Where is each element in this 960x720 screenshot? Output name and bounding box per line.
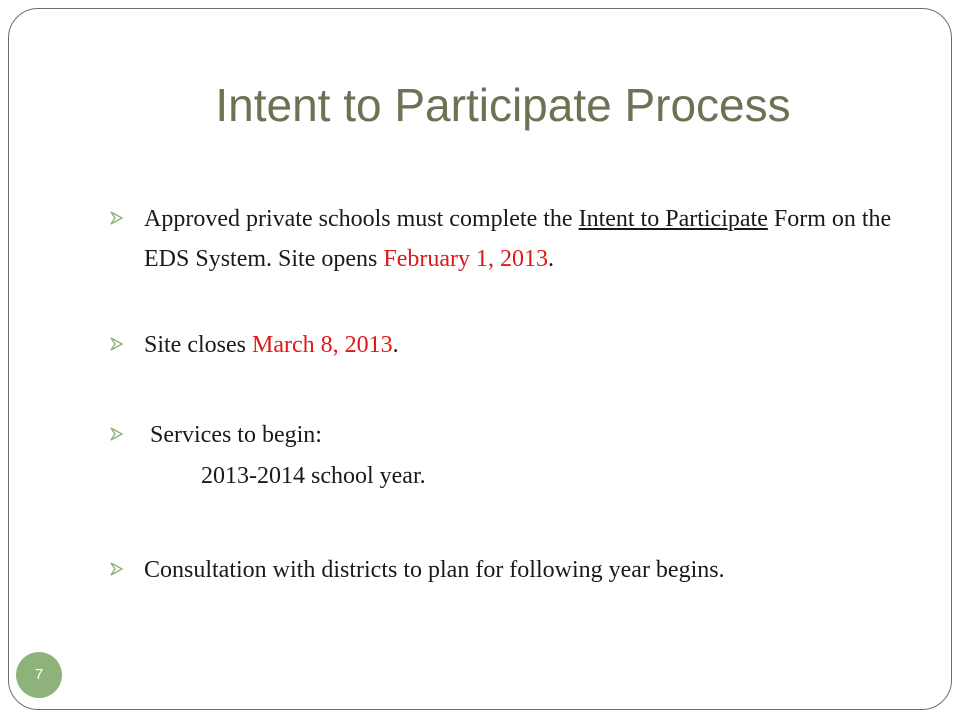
page-number-badge: 7 xyxy=(16,652,62,698)
close-date: March 8, 2013 xyxy=(252,332,393,358)
bullet-item xyxy=(108,199,908,279)
arrowhead-bullet-icon xyxy=(108,210,124,226)
school-year-line: 2013-2014 school year. xyxy=(201,463,426,489)
arrowhead-bullet-icon xyxy=(108,336,124,352)
bullet-item xyxy=(108,550,908,590)
arrowhead-bullet-icon xyxy=(108,561,124,577)
intent-form-link[interactable]: Intent to Participate xyxy=(578,206,768,232)
bullet-suffix: . xyxy=(547,246,554,272)
bullet-prefix: Site closes xyxy=(144,332,252,358)
bullet-item xyxy=(108,415,908,455)
slide-title: Intent to Participate Process xyxy=(215,79,791,131)
bullet-prefix: Approved private schools must complete the xyxy=(144,206,579,232)
bullet-text xyxy=(144,325,914,365)
bullet-text: Consultation with districts to plan for following year begins. xyxy=(144,557,725,583)
bullet-text: Services to begin: xyxy=(144,422,322,448)
arrowhead-bullet-icon xyxy=(108,426,124,442)
bullet-item xyxy=(108,325,908,365)
bullet-suffix: . xyxy=(392,332,399,358)
bullet-middle: Form on the EDS System. Site opens xyxy=(144,206,892,272)
bullet-text xyxy=(144,199,914,279)
open-date: February 1, 2013 xyxy=(383,246,548,272)
